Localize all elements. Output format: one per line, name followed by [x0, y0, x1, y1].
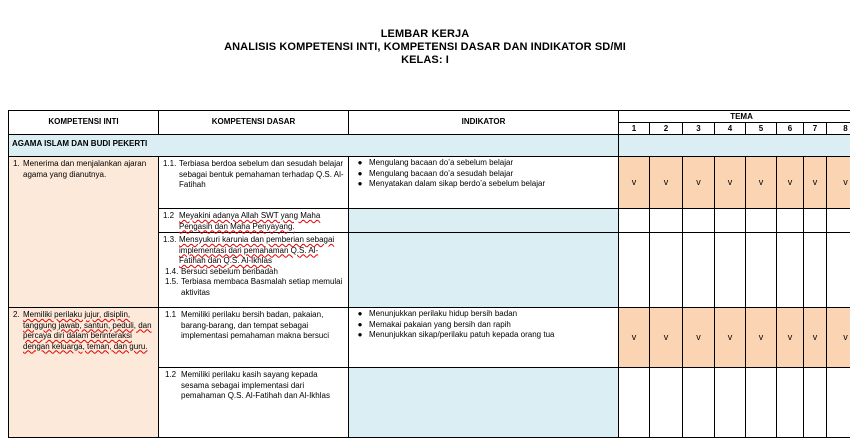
tema-check: v	[804, 157, 827, 209]
tema-check: v	[746, 308, 777, 368]
kd-1-5-text: Terbiasa membaca Basmalah setiap memulai aktivitas	[181, 277, 343, 297]
tema-number: 5	[746, 123, 777, 135]
kd-1-3-text: Mensyukuri karunia dan pemberian sebagai implementasi dari pemahaman Q.S. Al-Fatihah dan Q.S. Al-Ikhlas	[179, 235, 335, 265]
tema-blank	[715, 368, 746, 438]
section-tema-blank	[619, 135, 850, 157]
tema-check: v	[683, 157, 715, 209]
tema-blank	[827, 209, 850, 233]
kd-2-2-text: Memiliki perilaku kasih sayang kepada sesama sebagai implementasi dari pemahaman Q.S. Al-Fatihah dan Al-Ikhlas	[181, 370, 330, 400]
tema-blank	[650, 209, 683, 233]
tema-number: 1	[619, 123, 650, 135]
ki-2-cell	[9, 308, 159, 438]
tema-check: v	[804, 308, 827, 368]
tema-blank	[619, 209, 650, 233]
section-agama-islam: AGAMA ISLAM DAN BUDI PEKERTI	[9, 135, 619, 157]
kd-1-1-text: Terbiasa berdoa sebelum dan sesudah belajar sebagai bentuk pemahaman terhadap Q.S. Al-Fatihah	[179, 159, 344, 189]
tema-blank	[715, 233, 746, 308]
tema-blank	[683, 209, 715, 233]
list-item: ● Menunjukkan perilaku hidup bersih badan	[357, 309, 518, 318]
header-kompetensi-dasar: KOMPETENSI DASAR	[159, 111, 349, 135]
tema-check: v	[683, 308, 715, 368]
tema-blank	[650, 233, 683, 308]
tema-blank	[650, 368, 683, 438]
tema-number: 6	[777, 123, 804, 135]
tema-check: v	[827, 157, 850, 209]
list-item: ● Memakai pakaian yang bersih dan rapih	[357, 319, 511, 329]
kd-1-2-cell	[159, 209, 349, 233]
tema-number: 4	[715, 123, 746, 135]
ki-2-number: 2.	[13, 310, 20, 319]
tema-check: v	[650, 157, 683, 209]
header-tema: TEMA	[619, 111, 850, 123]
kd-1-4-number: 1.4.	[165, 266, 179, 276]
tema-check: v	[746, 157, 777, 209]
kd-2-1-cell	[159, 308, 349, 368]
tema-blank	[777, 368, 804, 438]
kd-1-5-number: 1.5.	[165, 277, 179, 286]
kd-1-4-text: Bersuci sebelum beribadah	[181, 266, 278, 276]
indikator-blank	[349, 209, 619, 233]
list-item: ● Menunjukkan sikap/perilaku patuh kepada orang tua	[357, 330, 555, 339]
tema-blank	[683, 233, 715, 308]
tema-blank	[683, 368, 715, 438]
tema-blank	[804, 209, 827, 233]
tema-blank	[746, 368, 777, 438]
tema-blank	[619, 233, 650, 308]
title-line-2: ANALISIS KOMPETENSI INTI, KOMPETENSI DASAR DAN INDIKATOR SD/MI	[224, 41, 626, 53]
indikator-blank	[349, 368, 619, 438]
kd-1-3-number: 1.3.	[163, 235, 177, 244]
tema-blank	[804, 368, 827, 438]
tema-check: v	[777, 157, 804, 209]
tema-check: v	[715, 308, 746, 368]
tema-blank	[715, 209, 746, 233]
tema-blank	[777, 209, 804, 233]
kd-1-3-to-1-5-cell	[159, 233, 349, 308]
ki-1-cell	[9, 157, 159, 308]
tema-number: 3	[683, 123, 715, 135]
list-item: ● Mengulang bacaan do’a sesudah belajar	[357, 168, 514, 178]
tema-check: v	[827, 308, 850, 368]
ki-2-text: Memiliki perilaku jujur, disiplin, tanggung jawab, santun, peduli, dan percaya diri dalam berinteraksi dengan keluarga, teman, dan guru.	[23, 310, 152, 351]
tema-blank	[804, 233, 827, 308]
tema-blank	[777, 233, 804, 308]
indikator-blank	[349, 233, 619, 308]
analysis-table	[8, 110, 850, 438]
kd-1-1-number: 1.1.	[163, 159, 177, 168]
tema-check: v	[715, 157, 746, 209]
list-item: ● Menyatakan dalam sikap berdo’a sebelum belajar	[357, 179, 546, 188]
kd-1-2-number: 1.2	[163, 211, 175, 220]
tema-blank	[619, 368, 650, 438]
tema-check: v	[650, 308, 683, 368]
document-title	[0, 28, 850, 67]
kd-2-1-text: Memiliki perilaku bersih badan, pakaian, barang-barang, dan tempat sebagai implementasi pemahaman makna bersuci	[181, 310, 330, 340]
tema-number: 2	[650, 123, 683, 135]
kd-1-2-text: Meyakini adanya Allah SWT yang Maha Pengasih dan Maha Penyayang.	[179, 211, 321, 231]
header-indikator: INDIKATOR	[349, 111, 619, 135]
kd-2-2-cell	[159, 368, 349, 438]
title-line-3: KELAS: I	[401, 54, 449, 66]
tema-number: 7	[804, 123, 827, 135]
header-kompetensi-inti: KOMPETENSI INTI	[9, 111, 159, 135]
tema-check: v	[619, 308, 650, 368]
tema-check: v	[777, 308, 804, 368]
ki-1-number: 1.	[13, 159, 20, 168]
tema-blank	[746, 209, 777, 233]
title-line-1: LEMBAR KERJA	[380, 28, 470, 40]
tema-blank	[746, 233, 777, 308]
kd-1-1-cell	[159, 157, 349, 209]
tema-number: 8	[827, 123, 850, 135]
indikator-1-cell	[349, 157, 619, 209]
tema-blank	[827, 368, 850, 438]
kd-2-2-number: 1.2	[165, 370, 177, 379]
indikator-2-cell	[349, 308, 619, 368]
ki-1-text: Menerima dan menjalankan ajaran agama yang dianutnya.	[23, 159, 147, 179]
kd-2-1-number: 1.1	[165, 310, 177, 319]
tema-check: v	[619, 157, 650, 209]
list-item: ● Mengulang bacaan do’a sebelum belajar	[357, 158, 514, 167]
tema-blank	[827, 233, 850, 308]
